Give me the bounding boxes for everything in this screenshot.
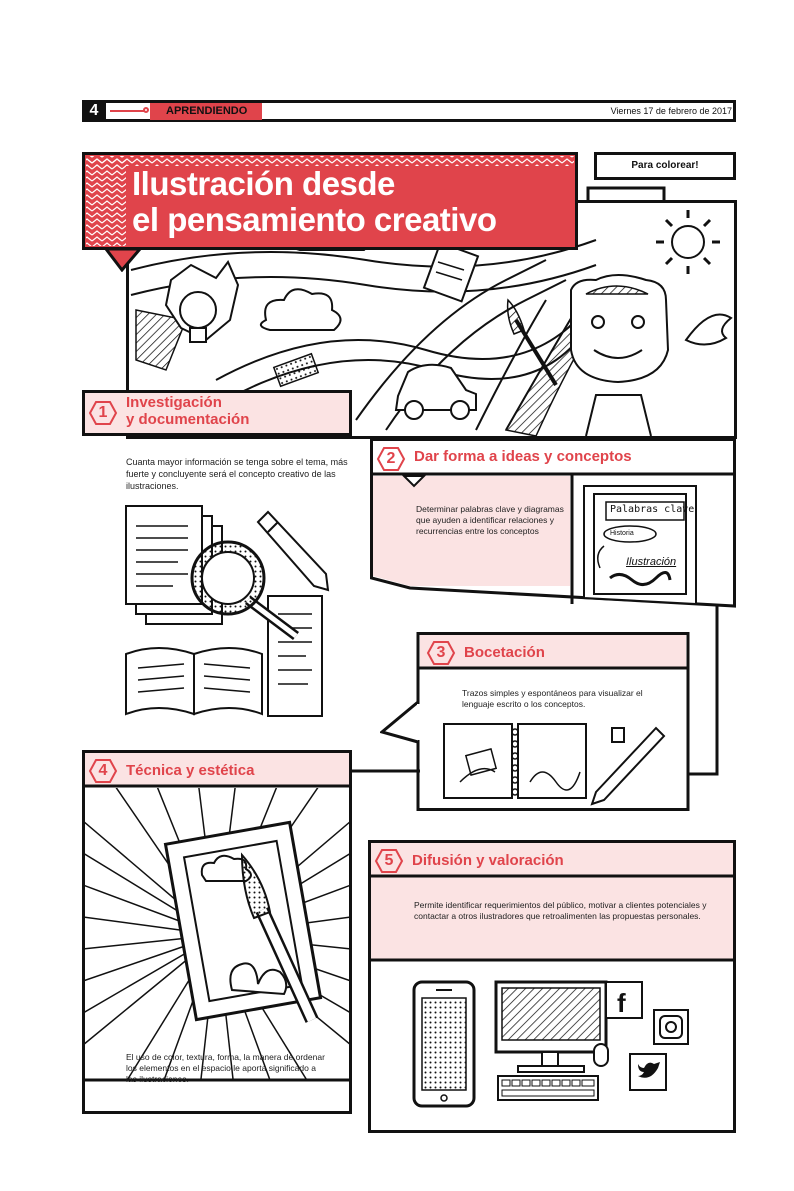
step-4-number: 4	[98, 762, 108, 779]
research-illustration	[118, 504, 338, 724]
coloring-tag: Para colorear!	[594, 152, 736, 180]
step-3-number: 3	[436, 644, 446, 661]
title-line-2: el pensamiento creativo	[132, 201, 497, 238]
note-keywords-label: Palabras clave	[610, 504, 695, 515]
step-3-title: Bocetación	[464, 644, 545, 661]
pencil-icon	[258, 512, 328, 590]
step-5-title: Difusión y valoración	[412, 852, 564, 869]
issue-date: Viernes 17 de febrero de 2017	[610, 106, 732, 116]
connector-2-3	[686, 606, 722, 776]
step-1-text: Cuanta mayor información se tenga sobre el tema, más fuerte y concluyente será el concepto creativo de las ilustraciones.	[126, 457, 348, 491]
note-word-historia: Historia	[610, 530, 634, 537]
step-1-title-line-2: y documentación	[126, 411, 250, 428]
step-5-number: 5	[384, 852, 394, 869]
phone-icon	[414, 982, 474, 1106]
step-5-panel	[368, 840, 736, 1134]
step-2-title: Dar forma a ideas y conceptos	[414, 448, 632, 465]
keyboard-icon	[498, 1076, 598, 1100]
step-3-text: Trazos simples y espontáneos para visualizar el lenguaje escrito o los conceptos.	[462, 688, 643, 709]
sheet-icon	[268, 596, 322, 716]
step-4-text: El uso de color, textura, forma, la manera de ordenar los elementos en el espacio le aporta significado a las ilustraciones.	[126, 1052, 325, 1084]
step-1-title-line-1: Investigación	[126, 394, 222, 411]
connector-4-3	[350, 766, 422, 776]
mouse-icon	[594, 1044, 608, 1066]
instagram-icon	[654, 1010, 688, 1044]
svg-text:f: f	[617, 988, 626, 1018]
page-title	[132, 166, 496, 238]
step-5-text: Permite identificar requerimientos del público, motivar a clientes potenciales y contactar a otros ilustradores que retroalimenten las propuestas personales.	[414, 900, 707, 921]
note-word-ilustracion: Ilustración	[626, 556, 677, 568]
header-divider	[110, 110, 144, 112]
step-2-text: Determinar palabras clave y diagramas que ayuden a identificar relaciones y recurrencias entre los conceptos	[416, 504, 564, 536]
step-1-title	[126, 394, 249, 428]
page-number: 4	[82, 100, 106, 122]
step-1-number: 1	[98, 404, 108, 421]
title-line-1: Ilustración desde	[132, 165, 395, 202]
step-2-number: 2	[386, 450, 396, 467]
twitter-icon	[630, 1054, 666, 1090]
section-label: APRENDIENDO	[150, 103, 262, 120]
book-icon	[126, 648, 262, 714]
facebook-icon	[606, 982, 642, 1018]
tag-connector	[586, 178, 666, 202]
step-4-title: Técnica y estética	[126, 762, 255, 779]
header-dot-icon	[143, 107, 149, 113]
